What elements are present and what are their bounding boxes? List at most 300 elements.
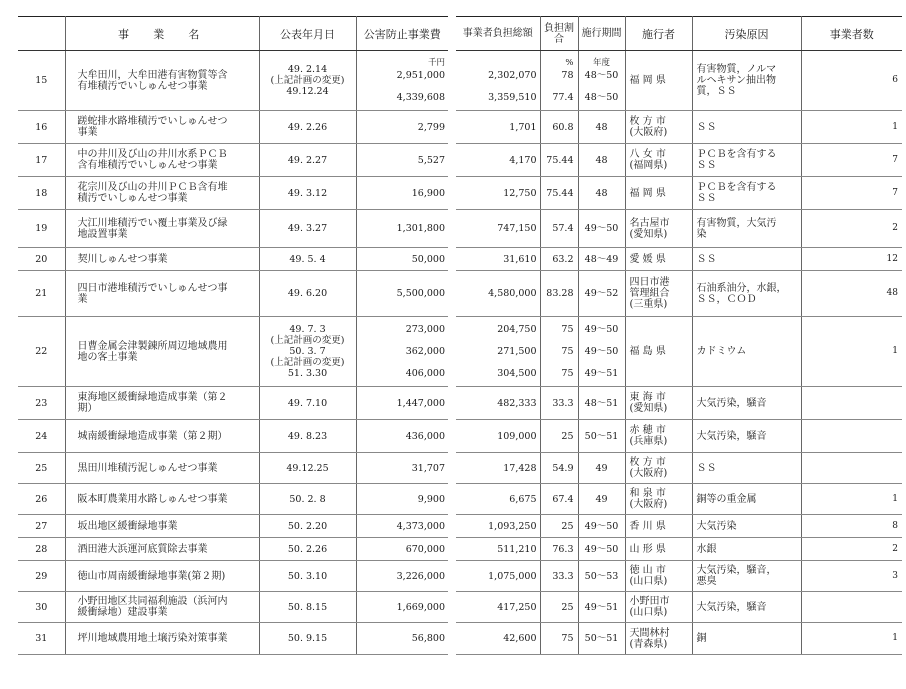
table-row [18, 420, 448, 453]
ratio-line: 33.3 [552, 397, 574, 409]
cost-line: 4,373,000 [396, 520, 445, 532]
row-number: 16 [18, 111, 65, 144]
period-line: 49～50 [584, 543, 619, 555]
agency-line: 名古屋市 [629, 217, 670, 229]
burden-ratio [540, 561, 578, 592]
company-count [801, 387, 902, 420]
table-row [456, 453, 902, 484]
agency-line: 山 形 県 [629, 543, 666, 555]
period-line: 48 [595, 154, 608, 166]
project-cost [356, 484, 448, 515]
publish-date [259, 484, 356, 515]
burden-ratio [540, 453, 578, 484]
cost-line: 3,226,000 [396, 570, 445, 582]
project-cost [356, 111, 448, 144]
burden-line: 1,075,000 [488, 570, 537, 582]
agency-line: (兵庫県) [629, 436, 668, 447]
date-line: 51. 3.30 [287, 368, 328, 379]
date-line: 50. 9.15 [287, 633, 328, 644]
publish-date [259, 453, 356, 484]
ratio-line: 75.44 [546, 154, 574, 166]
project-name [65, 210, 259, 248]
company-count: 8 [801, 515, 902, 538]
project-period [578, 592, 625, 623]
table-row [456, 144, 902, 177]
implementing-agency [625, 248, 692, 271]
row-number: 30 [18, 592, 65, 623]
agency-line: 枚 方 市 [629, 116, 666, 127]
header-publish-date: 公表年月日 [259, 17, 356, 51]
ratio-line: 75.44 [546, 187, 574, 199]
implementing-agency [625, 592, 692, 623]
burden-line: 2,302,070 [488, 69, 537, 81]
burden-ratio [540, 387, 578, 420]
date-line: 49. 2.27 [287, 154, 328, 166]
pollution-cause [692, 484, 801, 515]
table-row [18, 317, 448, 387]
agency-line: 徳 山 市 [629, 565, 666, 576]
burden-total [456, 210, 540, 248]
right-table [456, 16, 902, 655]
period-line: 49～50 [584, 346, 619, 357]
table-row [18, 387, 448, 420]
company-count: 1 [801, 317, 902, 387]
cost-line: 4,339,608 [396, 91, 445, 103]
row-number: 29 [18, 561, 65, 592]
project-name [65, 420, 259, 453]
burden-total [456, 623, 540, 655]
burden-ratio [540, 317, 578, 387]
agency-line: (愛知県) [629, 228, 668, 240]
row-number: 17 [18, 144, 65, 177]
project-name-line: 黒田川堆積汚泥しゅんせつ事業 [77, 462, 218, 474]
table-row [18, 515, 448, 538]
project-name [65, 453, 259, 484]
period-line: 48～51 [584, 397, 619, 409]
agency-line: (山口県) [629, 607, 668, 618]
row-number: 23 [18, 387, 65, 420]
project-name [65, 51, 259, 111]
burden-ratio [540, 248, 578, 271]
burden-ratio [540, 271, 578, 317]
project-name-line: 蹉蛇排水路堆積汚でいしゅんせつ [77, 116, 228, 127]
burden-total [456, 111, 540, 144]
ratio-line: 60.8 [552, 121, 574, 133]
right-header-row [456, 17, 902, 51]
cost-line: 56,800 [411, 633, 445, 644]
project-name-line: 大牟田川，大牟田港有害物質等含 [77, 69, 228, 81]
project-name-line: 日曹金属会津製錬所周辺地域農用 [77, 340, 228, 352]
implementing-agency [625, 271, 692, 317]
ratio-line: 54.9 [552, 462, 574, 474]
project-name-line: 期） [77, 403, 98, 414]
table-row [456, 51, 902, 111]
cause-line: 大気汚染，騒音 [696, 397, 767, 409]
table-row [18, 623, 448, 655]
date-line: 50. 2.20 [287, 520, 328, 532]
project-cost [356, 271, 448, 317]
cost-line: 16,900 [411, 187, 445, 199]
implementing-agency [625, 561, 692, 592]
pollution-cause [692, 420, 801, 453]
ratio-line: 75 [561, 324, 574, 335]
period-line: 49～50 [584, 324, 619, 335]
project-period [578, 515, 625, 538]
company-count [801, 420, 902, 453]
pollution-cause [692, 538, 801, 561]
table-row [456, 420, 902, 453]
project-cost [356, 387, 448, 420]
project-name [65, 515, 259, 538]
burden-total [456, 453, 540, 484]
company-count: 7 [801, 177, 902, 210]
company-count: 1 [801, 623, 902, 655]
date-line: 49. 7. 3 [289, 324, 326, 335]
project-period [578, 144, 625, 177]
pollution-cause [692, 210, 801, 248]
table-row [18, 210, 448, 248]
burden-line: 482,333 [497, 397, 537, 409]
company-count: 6 [801, 51, 902, 111]
date-line: 50. 8.15 [287, 601, 328, 613]
publish-date [259, 538, 356, 561]
project-name-line: 小野田地区共同福利施設（浜河内 [77, 596, 228, 607]
burden-total [456, 592, 540, 623]
cause-line: 銅等の重金属 [696, 493, 757, 505]
period-line: 49～51 [584, 368, 619, 379]
project-period [578, 51, 625, 111]
publish-date [259, 210, 356, 248]
implementing-agency [625, 51, 692, 111]
date-line: 49. 8.23 [287, 430, 328, 442]
row-number: 26 [18, 484, 65, 515]
period-unit: 年度 [592, 57, 610, 68]
project-name-line: 業 [77, 293, 88, 305]
cost-line: 273,000 [405, 324, 445, 335]
table-row [18, 484, 448, 515]
cost-line: 5,527 [417, 154, 445, 166]
date-line: 49.12.25 [286, 462, 329, 474]
publish-date [259, 271, 356, 317]
company-count [801, 592, 902, 623]
cause-line: 染 [696, 228, 707, 240]
agency-line: (三重県) [629, 299, 668, 310]
burden-total [456, 515, 540, 538]
burden-total [456, 317, 540, 387]
cost-line: 406,000 [405, 368, 445, 379]
period-line: 48 [595, 121, 608, 133]
project-period [578, 623, 625, 655]
project-cost [356, 538, 448, 561]
project-cost [356, 561, 448, 592]
table-row [18, 248, 448, 271]
cause-line: 大気汚染，騒音 [696, 601, 767, 613]
table-row [456, 623, 902, 655]
company-count: 7 [801, 144, 902, 177]
cost-line: 9,900 [417, 493, 445, 505]
period-line: 48～50 [584, 91, 619, 103]
burden-line: 6,675 [509, 493, 537, 505]
burden-line: 31,610 [503, 253, 537, 265]
pollution-cause [692, 271, 801, 317]
publish-date [259, 111, 356, 144]
implementing-agency [625, 538, 692, 561]
cost-line: 1,301,800 [396, 223, 445, 234]
table-row [18, 177, 448, 210]
table-row [456, 538, 902, 561]
date-line: 49. 2.14 [287, 64, 328, 75]
project-period [578, 420, 625, 453]
burden-line: 204,750 [497, 324, 537, 335]
project-name-line: 阪本町農業用水路しゅんせつ事業 [77, 493, 228, 505]
pollution-cause [692, 51, 801, 111]
project-period [578, 317, 625, 387]
project-name-line: 積汚でいしゅんせつ事業 [77, 193, 188, 204]
table-row [456, 111, 902, 144]
project-cost [356, 210, 448, 248]
project-name [65, 538, 259, 561]
burden-line: 3,359,510 [488, 91, 537, 103]
row-number: 19 [18, 210, 65, 248]
header-burden-ratio: 負担割合 [540, 17, 578, 51]
table-row [18, 453, 448, 484]
ratio-line: 75 [561, 368, 574, 379]
period-line: 50～53 [584, 570, 619, 582]
project-name-line: 有堆積汚でいしゅんせつ事業 [77, 80, 208, 92]
cause-line: ＳＳ [696, 462, 717, 474]
agency-line: 愛 媛 県 [629, 253, 666, 265]
date-line: 49.12.24 [286, 86, 329, 97]
cost-unit: 千円 [427, 57, 445, 68]
date-line: 49. 3.12 [287, 187, 328, 199]
implementing-agency [625, 453, 692, 484]
burden-line: 4,170 [509, 154, 537, 166]
company-count: 12 [801, 248, 902, 271]
date-line: 50. 2. 8 [289, 493, 326, 505]
project-name [65, 484, 259, 515]
period-line: 48～49 [584, 253, 619, 265]
burden-ratio [540, 623, 578, 655]
burden-total [456, 144, 540, 177]
project-name-line: 緩衝緑地）建設事業 [77, 607, 168, 618]
cost-line: 2,951,000 [396, 69, 445, 81]
company-count: 48 [801, 271, 902, 317]
cause-line: 悪臭 [696, 576, 717, 587]
agency-line: 四日市港 [629, 277, 670, 288]
burden-line: 4,580,000 [488, 288, 537, 299]
agency-line: (山口県) [629, 576, 668, 587]
publish-date [259, 420, 356, 453]
cause-line: カドミウム [696, 346, 747, 357]
agency-line: (大阪府) [629, 499, 668, 510]
ratio-line: 63.2 [552, 253, 574, 265]
table-row [456, 561, 902, 592]
pollution-cause [692, 387, 801, 420]
cost-line: 2,799 [417, 121, 445, 133]
date-line: 49. 5. 4 [289, 253, 326, 265]
cause-line: 大気汚染，騒音 [696, 430, 767, 442]
project-period [578, 111, 625, 144]
cost-line: 670,000 [405, 543, 445, 555]
cause-line: 石油系油分，水銀， [696, 282, 787, 294]
burden-ratio [540, 538, 578, 561]
project-name-line: 契川しゅんせつ事業 [77, 253, 168, 265]
cause-line: ＳＳ [696, 160, 717, 171]
burden-line: 17,428 [503, 462, 537, 474]
header-burden-total: 事業者負担総額 [456, 17, 540, 51]
burden-ratio [540, 210, 578, 248]
table-row [18, 144, 448, 177]
project-name-line: 花宗川及び山の井川ＰＣＢ含有堆 [77, 182, 228, 193]
ratio-line: 75 [561, 346, 574, 357]
implementing-agency [625, 210, 692, 248]
ratio-line: 75 [561, 633, 574, 644]
table-row [18, 592, 448, 623]
agency-line: 福 岡 県 [629, 187, 666, 199]
burden-line: 1,093,250 [488, 520, 537, 532]
project-name [65, 144, 259, 177]
date-line: 50. 2.26 [287, 543, 328, 555]
burden-ratio [540, 484, 578, 515]
date-line: 49. 2.26 [287, 121, 328, 133]
cost-line: 5,500,000 [396, 288, 445, 299]
agency-line: (福岡県) [629, 160, 668, 171]
agency-line: (青森県) [629, 638, 668, 650]
project-cost [356, 177, 448, 210]
project-name-line: 中の井川及び山の井川水系ＰＣＢ [77, 149, 228, 160]
project-name-line: 徳山市周南緩衝緑地事業(第２期) [77, 570, 226, 582]
agency-line: (愛知県) [629, 403, 668, 414]
project-name [65, 317, 259, 387]
burden-total [456, 420, 540, 453]
burden-line: 12,750 [503, 187, 537, 199]
pollution-cause [692, 623, 801, 655]
cost-line: 362,000 [405, 346, 445, 357]
agency-line: 福 岡 県 [629, 75, 666, 86]
burden-total [456, 248, 540, 271]
implementing-agency [625, 177, 692, 210]
cost-line: 436,000 [405, 430, 445, 442]
burden-ratio [540, 144, 578, 177]
header-project-name: 事 業 名 [65, 17, 259, 51]
cause-line: 有害物質，ノルマ [696, 64, 777, 75]
header-company-count: 事業者数 [801, 17, 902, 51]
cost-line: 1,447,000 [396, 397, 445, 409]
row-number: 31 [18, 623, 65, 655]
pollution-cause [692, 515, 801, 538]
period-line: 49 [595, 493, 608, 505]
implementing-agency [625, 420, 692, 453]
ratio-line: 67.4 [552, 493, 574, 505]
row-number: 20 [18, 248, 65, 271]
project-period [578, 177, 625, 210]
agency-line: 福 島 県 [629, 346, 666, 357]
burden-total [456, 484, 540, 515]
date-line: 50. 3. 7 [289, 346, 326, 357]
project-period [578, 387, 625, 420]
publish-date [259, 623, 356, 655]
publish-date [259, 387, 356, 420]
project-name-line: 坂出地区緩衝緑地事業 [77, 520, 178, 532]
table-row [18, 561, 448, 592]
period-line: 49～51 [584, 601, 619, 613]
agency-line: 赤 穂 市 [629, 425, 666, 436]
burden-total [456, 177, 540, 210]
implementing-agency [625, 317, 692, 387]
table-row [456, 515, 902, 538]
project-name-line: 含有堆積汚でいしゅんせつ事業 [77, 160, 218, 171]
date-line: (上記計画の変更) [270, 75, 345, 86]
project-cost [356, 623, 448, 655]
project-name-line: 坪川地域農用地土壌汚染対策事業 [77, 633, 228, 644]
project-name-line: 城南緩衝緑地造成事業（第２期） [77, 430, 228, 442]
ratio-line: 83.28 [546, 288, 574, 299]
burden-line: 271,500 [497, 346, 537, 357]
burden-ratio [540, 515, 578, 538]
project-name [65, 248, 259, 271]
company-count: 1 [801, 484, 902, 515]
row-number: 22 [18, 317, 65, 387]
pollution-cause [692, 561, 801, 592]
pollution-cause [692, 248, 801, 271]
project-period [578, 248, 625, 271]
cause-line: ＳＳ [696, 121, 717, 133]
date-line: 49. 6.20 [287, 288, 328, 299]
date-line: 49. 3.27 [287, 223, 328, 234]
row-number: 28 [18, 538, 65, 561]
project-name [65, 271, 259, 317]
implementing-agency [625, 515, 692, 538]
row-number: 15 [18, 51, 65, 111]
date-line: 50. 3.10 [287, 570, 328, 582]
project-cost [356, 144, 448, 177]
ratio-unit: % [565, 57, 574, 68]
period-line: 49～52 [584, 288, 619, 299]
cause-line: ＰＣＢを含有する [696, 182, 777, 193]
project-cost [356, 248, 448, 271]
date-line: (上記計画の変更) [270, 335, 345, 346]
header-pollution-cause: 汚染原因 [692, 17, 801, 51]
pollution-cause [692, 144, 801, 177]
company-count: 3 [801, 561, 902, 592]
period-line: 48 [595, 187, 608, 199]
cause-line: 大気汚染 [696, 520, 737, 532]
burden-total [456, 271, 540, 317]
implementing-agency [625, 387, 692, 420]
ratio-line: 57.4 [552, 223, 574, 234]
burden-line: 304,500 [497, 368, 537, 379]
cause-line: ＳＳ [696, 253, 717, 265]
burden-total [456, 387, 540, 420]
project-name-line: 事業 [77, 127, 98, 138]
project-name-line: 大江川堆積汚でい覆土事業及び緑 [77, 217, 228, 229]
table-row [456, 387, 902, 420]
cause-line: 有害物質，大気汚 [696, 217, 777, 229]
pollution-cause [692, 592, 801, 623]
burden-line: 42,600 [503, 633, 537, 644]
agency-line: 管理組合 [629, 288, 670, 299]
table-row [18, 271, 448, 317]
publish-date [259, 248, 356, 271]
row-number: 18 [18, 177, 65, 210]
row-number: 24 [18, 420, 65, 453]
implementing-agency [625, 623, 692, 655]
pollution-cause [692, 111, 801, 144]
burden-total [456, 561, 540, 592]
project-cost [356, 453, 448, 484]
header-agency: 施行者 [625, 17, 692, 51]
project-cost [356, 51, 448, 111]
